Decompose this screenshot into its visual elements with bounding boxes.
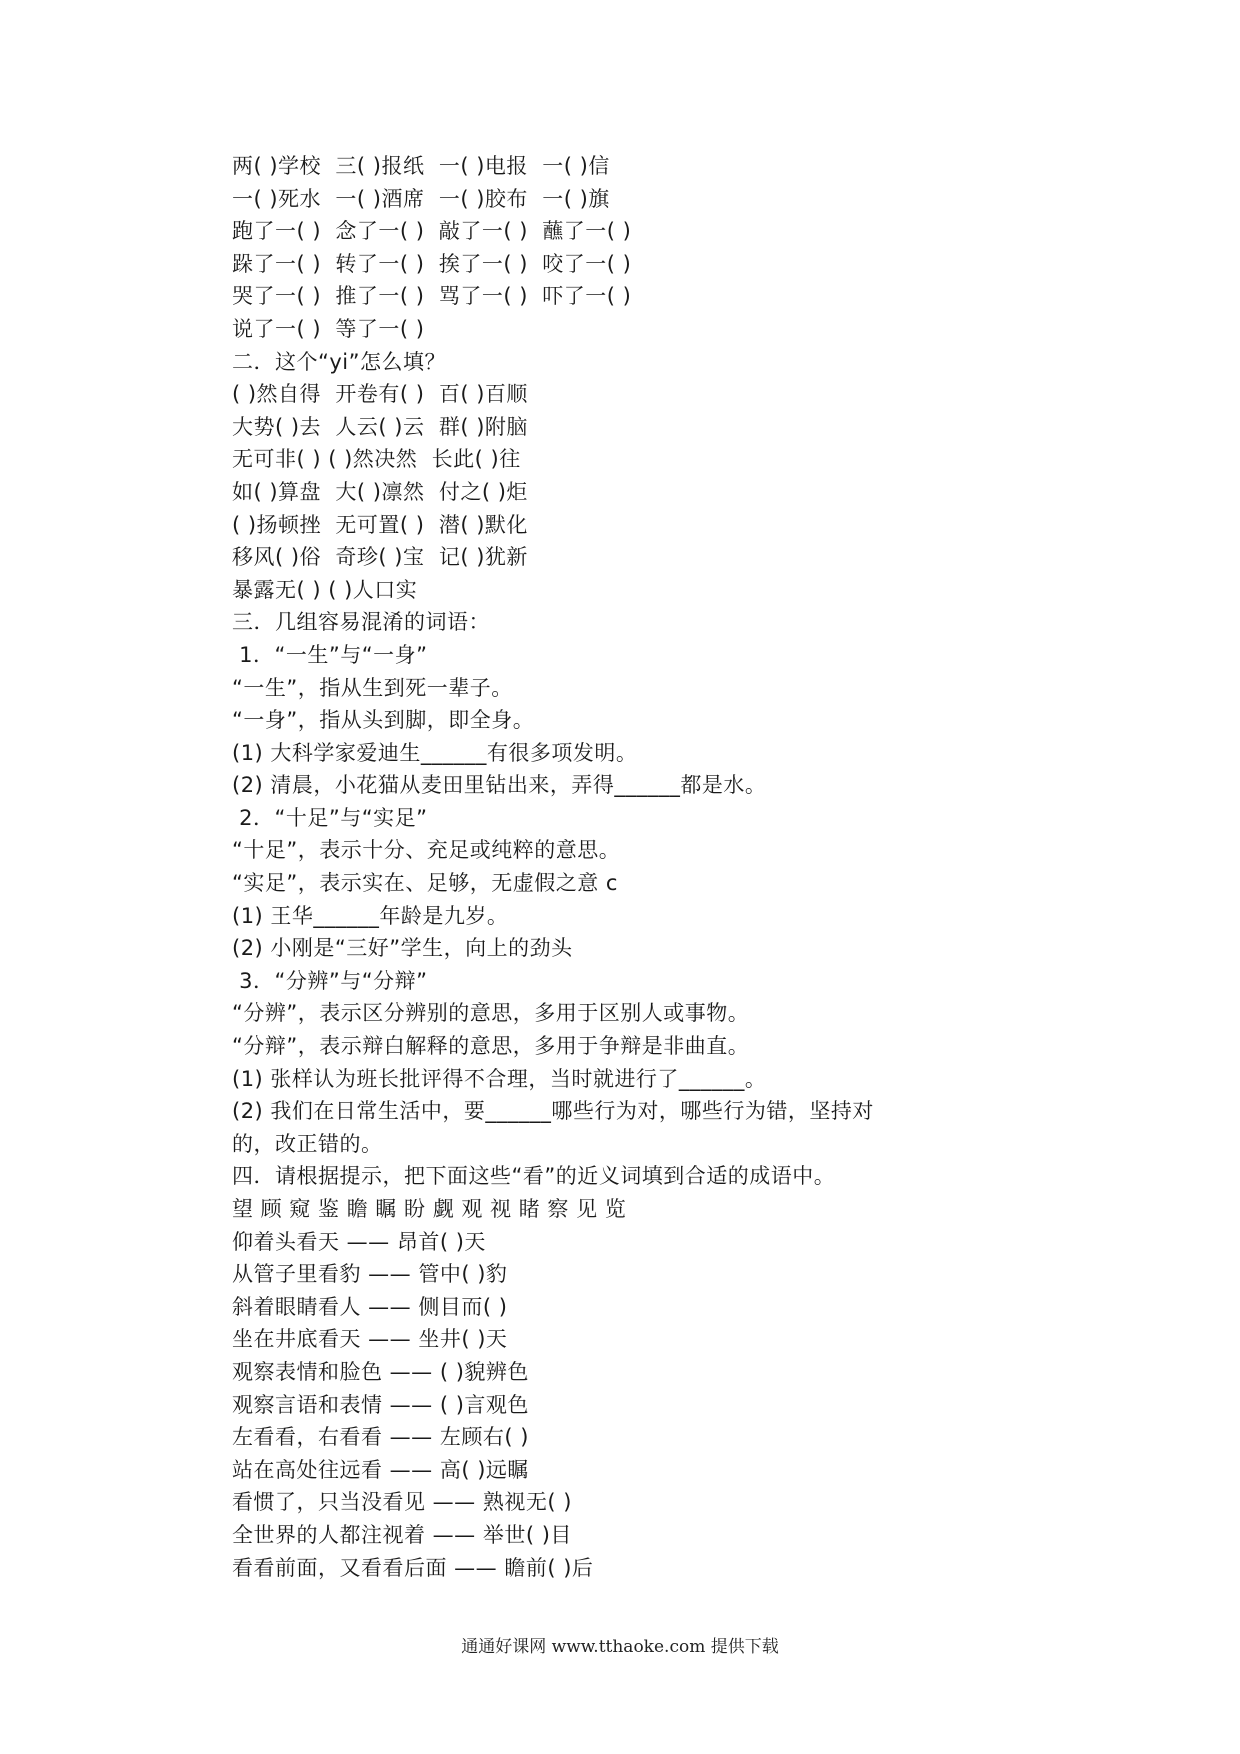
text-line: 跺了一( ) 转了一( ) 挨了一( ) 咬了一( ) — [232, 251, 632, 276]
text-line: 大势( )去 人云( )云 群( )附脑 — [232, 414, 528, 439]
idiom-line: 看看前面，又看看后面 —— 瞻前( )后 — [232, 1555, 594, 1580]
subheading: 3．“分辨”与“分辩” — [232, 968, 428, 993]
text-line: 两( )学校 三( )报纸 一( )电报 一( )信 — [232, 154, 610, 178]
text-line: 无可非( ) ( )然决然 长此( )往 — [232, 447, 521, 472]
idiom-line: 观察言语和表情 —— ( )言观色 — [232, 1392, 529, 1417]
worksheet-body — [232, 150, 1032, 1584]
question-line: (2) 清晨，小花猫从麦田里钻出来，弄得______都是水。 — [232, 773, 767, 798]
text-line: 说了一( ) 等了一( ) — [232, 316, 425, 341]
word-bank: 望 顾 窥 鉴 瞻 瞩 盼 觑 观 视 睹 察 见 览 — [232, 1197, 627, 1221]
text-line: 移风( )俗 奇珍( )宝 记( )犹新 — [232, 545, 528, 570]
text-line: ( )扬顿挫 无可置( ) 潜( )默化 — [232, 512, 528, 537]
idiom-line: 左看看，右看看 —— 左顾右( ) — [232, 1425, 529, 1450]
text-line: 跑了一( ) 念了一( ) 敲了一( ) 蘸了一( ) — [232, 219, 632, 244]
section-heading-3: 三．几组容易混淆的词语： — [232, 610, 490, 635]
idiom-line: 站在高处往远看 —— 高( )远瞩 — [232, 1457, 529, 1482]
idiom-line: 观察表情和脸色 —— ( )貌辨色 — [232, 1359, 529, 1384]
question-line: (2) 小刚是“三好”学生，向上的劲头 — [232, 936, 573, 961]
idiom-line: 斜着眼睛看人 —— 侧目而( ) — [232, 1294, 508, 1319]
section-heading-2: 二．这个“yi”怎么填？ — [232, 349, 447, 374]
text-line: 暴露无( ) ( )人口实 — [232, 577, 418, 602]
question-line: (1) 张样认为班长批评得不合理，当时就进行了______。 — [232, 1066, 767, 1091]
idiom-line: 看惯了，只当没看见 —— 熟视无( ) — [232, 1490, 572, 1515]
text-line: “一生”，指从生到死一辈子。 — [232, 675, 513, 700]
idiom-line: 仰着头看天 —— 昂首( )天 — [232, 1229, 486, 1254]
text-line: 的，改正错的。 — [232, 1131, 383, 1156]
section-heading-4: 四．请根据提示，把下面这些“看”的近义词填到合适的成语中。 — [232, 1164, 836, 1189]
text-line: 哭了一( ) 推了一( ) 骂了一( ) 吓了一( ) — [232, 284, 632, 309]
text-line: “实足”，表示实在、足够，无虚假之意 c — [232, 871, 618, 896]
text-line: “十足”，表示十分、充足或纯粹的意思。 — [232, 838, 621, 863]
idiom-line: 全世界的人都注视着 —— 举世( )目 — [232, 1522, 572, 1547]
idiom-line: 从管子里看豹 —— 管中( )豹 — [232, 1262, 508, 1287]
idiom-line: 坐在井底看天 —— 坐井( )天 — [232, 1327, 508, 1352]
text-line: “分辩”，表示辩白解释的意思，多用于争辩是非曲直。 — [232, 1034, 750, 1059]
text-line: “分辨”，表示区分辨别的意思，多用于区别人或事物。 — [232, 1001, 750, 1026]
text-line: “一身”，指从头到脚，即全身。 — [232, 708, 535, 733]
question-line: (2) 我们在日常生活中，要______哪些行为对，哪些行为错，坚持对 — [232, 1099, 874, 1124]
text-line: 一( )死水 一( )酒席 一( )胶布 一( )旗 — [232, 186, 610, 211]
text-line: ( )然自得 开卷有( ) 百( )百顺 — [232, 382, 528, 407]
question-line: (1) 大科学家爱迪生______有很多项发明。 — [232, 740, 638, 765]
subheading: 1．“一生”与“一身” — [232, 642, 428, 667]
page-footer: 通通好课网 www.tthaoke.com 提供下载 — [461, 1637, 779, 1657]
text-line: 如( )算盘 大( )凛然 付之( )炬 — [232, 479, 528, 504]
subheading: 2．“十足”与“实足” — [232, 805, 428, 830]
question-line: (1) 王华______年龄是九岁。 — [232, 903, 509, 928]
